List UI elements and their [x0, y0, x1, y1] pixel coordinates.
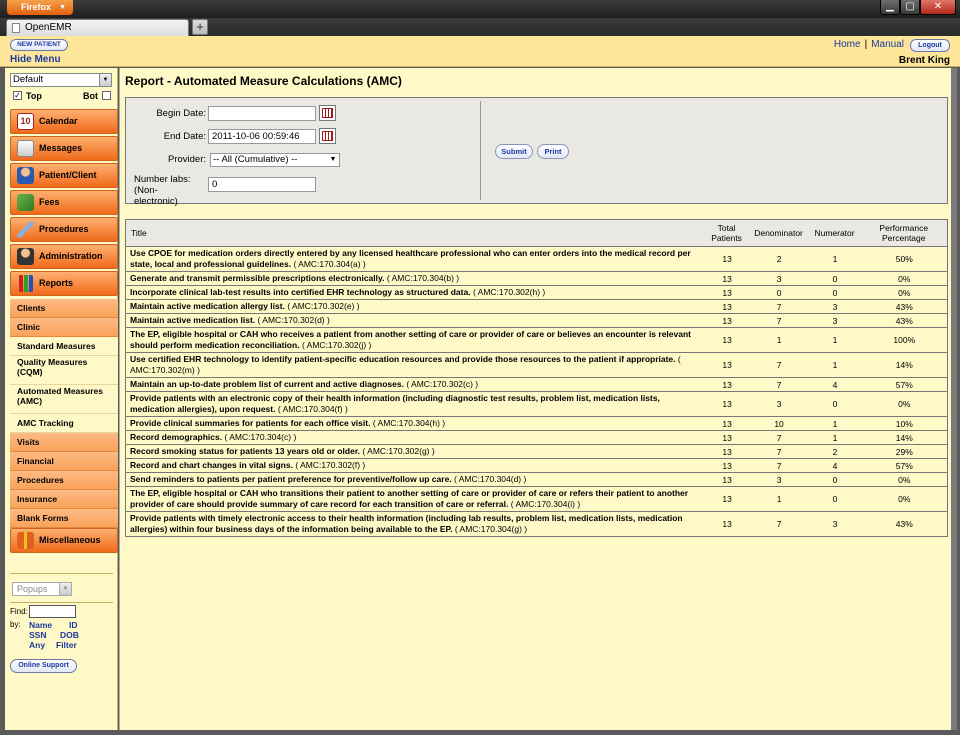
measure-title-cell	[126, 392, 705, 417]
table-row	[126, 353, 948, 378]
end-date-input[interactable]: 2011-10-06 00:59:46	[208, 129, 316, 144]
performance-cell: 43%	[861, 512, 948, 537]
table-row	[126, 473, 948, 487]
menu-reports[interactable]	[10, 271, 118, 296]
new-tab-button[interactable]: +	[192, 19, 208, 35]
measure-code: ( AMC:170.302(c) )	[406, 379, 479, 389]
end-date-label: End Date:	[163, 131, 206, 142]
table-header-row	[126, 220, 948, 247]
measure-code: ( AMC:170.304(a) )	[293, 259, 366, 269]
table-row	[126, 459, 948, 473]
menu-miscellaneous[interactable]	[10, 528, 118, 553]
total-patients-cell: 13	[705, 512, 749, 537]
divider	[10, 573, 113, 574]
page-title: Report - Automated Measure Calculations (AMC)	[125, 74, 402, 88]
divider	[10, 602, 113, 603]
measure-code: ( AMC:170.304(f) )	[277, 404, 348, 414]
measure-title: Maintain active medication allergy list.	[130, 301, 285, 311]
begin-date-label: Begin Date:	[156, 108, 206, 119]
minimize-button[interactable]: ▁	[880, 0, 900, 15]
print-button[interactable]: Print	[537, 144, 569, 159]
col-performance-line2: Percentage	[882, 233, 926, 243]
col-title: Title	[126, 220, 705, 247]
measure-title: Send reminders to patients per patient preference for preventive/follow up care.	[130, 474, 452, 484]
popups-select[interactable]	[12, 582, 72, 596]
table-row	[126, 247, 948, 272]
measure-title-cell	[126, 431, 705, 445]
top-navigation	[0, 36, 960, 67]
table-row	[126, 445, 948, 459]
menu-fees-label: Fees	[39, 197, 60, 207]
col-total-line2: Patients	[711, 233, 742, 243]
tab-openemr[interactable]	[6, 19, 189, 36]
measure-code: ( AMC:170.302(h) )	[472, 287, 546, 297]
person-icon	[17, 167, 34, 184]
denominator-cell: 7	[749, 314, 809, 328]
col-total-patients	[705, 220, 749, 247]
total-patients-cell: 13	[705, 300, 749, 314]
submenu-financial[interactable]: Financial	[10, 452, 118, 471]
numerator-cell: 3	[809, 314, 861, 328]
find-by-dob-link[interactable]: DOB	[60, 630, 79, 640]
col-total-line1: Total	[717, 223, 736, 233]
table-row	[126, 487, 948, 512]
menu-administration-label: Administration	[39, 251, 103, 261]
denominator-cell: 10	[749, 417, 809, 431]
numerator-cell: 0	[809, 487, 861, 512]
performance-cell: 43%	[861, 314, 948, 328]
total-patients-cell: 13	[705, 445, 749, 459]
chevron-down-icon: ▼	[327, 154, 339, 166]
submenu-visits[interactable]: Visits	[10, 433, 118, 452]
number-labs-input[interactable]: 0	[208, 177, 316, 192]
table-row	[126, 417, 948, 431]
col-performance	[861, 220, 948, 247]
maximize-button[interactable]: ▢	[900, 0, 920, 15]
table-row	[126, 431, 948, 445]
table-row	[126, 378, 948, 392]
performance-cell: 50%	[861, 247, 948, 272]
begin-date-input[interactable]	[208, 106, 316, 121]
measure-title: Use certified EHR technology to identify patient-specific education resources and provide those resources to the patient if appropriate.	[130, 354, 676, 364]
measure-code: ( AMC:170.302(m) )	[130, 354, 681, 375]
top-checkbox-label: Top	[26, 91, 42, 101]
numerator-cell: 1	[809, 247, 861, 272]
total-patients-cell: 13	[705, 378, 749, 392]
measure-title-cell	[126, 353, 705, 378]
performance-cell: 0%	[861, 487, 948, 512]
performance-cell: 0%	[861, 473, 948, 487]
total-patients-cell: 13	[705, 328, 749, 353]
submenu-amc-tracking[interactable]: AMC Tracking	[10, 414, 118, 433]
admin-person-icon	[17, 248, 34, 265]
table-row	[126, 272, 948, 286]
hide-menu-link[interactable]: Hide Menu	[10, 54, 61, 65]
measure-title-cell	[126, 272, 705, 286]
provider-label: Provider:	[167, 154, 206, 165]
provider-select-value: -- All (Cumulative) --	[213, 154, 298, 165]
total-patients-cell: 13	[705, 473, 749, 487]
performance-cell: 14%	[861, 431, 948, 445]
measure-title-cell	[126, 487, 705, 512]
measure-title-cell	[126, 459, 705, 473]
submenu-clinic[interactable]: Clinic	[10, 318, 118, 337]
money-icon	[17, 194, 34, 211]
numerator-cell: 0	[809, 272, 861, 286]
total-patients-cell: 13	[705, 286, 749, 300]
menu-fees[interactable]	[10, 190, 118, 215]
total-patients-cell: 13	[705, 417, 749, 431]
denominator-cell: 7	[749, 512, 809, 537]
tab-bar	[0, 18, 960, 36]
title-bar	[0, 0, 960, 18]
end-date-calendar-icon[interactable]	[319, 128, 336, 144]
measure-title: Record smoking status for patients 13 years old or older.	[130, 446, 361, 456]
measure-code: ( AMC:170.302(g) )	[362, 446, 435, 456]
denominator-cell: 7	[749, 353, 809, 378]
measure-code: ( AMC:170.302(j) )	[301, 340, 372, 350]
measure-title-cell	[126, 417, 705, 431]
col-performance-line1: Performance	[879, 223, 929, 233]
numerator-cell: 1	[809, 328, 861, 353]
denominator-cell: 0	[749, 286, 809, 300]
measure-title-cell	[126, 473, 705, 487]
performance-cell: 10%	[861, 417, 948, 431]
report-content	[119, 68, 956, 730]
denominator-cell: 7	[749, 300, 809, 314]
measure-title-cell	[126, 314, 705, 328]
number-labs-label	[126, 174, 200, 207]
online-support-button[interactable]: Online Support	[10, 659, 77, 673]
total-patients-cell: 13	[705, 353, 749, 378]
performance-cell: 0%	[861, 272, 948, 286]
total-patients-cell: 13	[705, 392, 749, 417]
menu-procedures-label: Procedures	[39, 224, 89, 234]
total-patients-cell: 13	[705, 314, 749, 328]
tab-title: OpenEMR	[25, 22, 72, 33]
measure-code: ( AMC:170.302(e) )	[287, 301, 360, 311]
table-row	[126, 314, 948, 328]
amc-results-table	[125, 219, 948, 537]
performance-cell: 100%	[861, 328, 948, 353]
filter-divider	[480, 101, 481, 200]
menu-administration[interactable]	[10, 244, 118, 269]
find-by-id-link[interactable]: ID	[69, 620, 78, 630]
measure-title: Provide patients with timely electronic access to their health information (including lab results, problem list, medication lists, medication allergies) within four business days of the information being available to the EP.	[130, 513, 683, 534]
find-by-label: by:	[10, 620, 21, 629]
performance-cell: 14%	[861, 353, 948, 378]
submit-button[interactable]: Submit	[495, 144, 533, 159]
numerator-cell: 3	[809, 300, 861, 314]
find-by-name-link[interactable]: Name	[29, 620, 53, 630]
top-checkbox[interactable]: ✓	[14, 91, 21, 100]
submenu-clients[interactable]: Clients	[10, 299, 118, 318]
firefox-label: Firefox	[21, 2, 52, 12]
menu-calendar-label: Calendar	[39, 116, 78, 126]
close-window-button[interactable]: ✕	[920, 0, 956, 15]
find-by-any-link[interactable]: Any	[29, 640, 46, 650]
table-row	[126, 286, 948, 300]
performance-cell: 57%	[861, 378, 948, 392]
numerator-cell: 0	[809, 286, 861, 300]
syringe-icon	[17, 221, 34, 238]
measure-title-cell	[126, 300, 705, 314]
top-links	[834, 39, 904, 50]
table-body	[126, 247, 948, 537]
denominator-cell: 7	[749, 378, 809, 392]
logout-button[interactable]: Logout	[910, 39, 950, 52]
measure-title-cell	[126, 328, 705, 353]
link-separator: |	[864, 39, 868, 50]
table-row	[126, 328, 948, 353]
denominator-cell: 7	[749, 459, 809, 473]
measure-title: The EP, eligible hospital or CAH who transitions their patient to another setting of care or provider of care or refers their patient to another provider of care should provide summary of care record for each transition of care or referral.	[130, 488, 689, 509]
find-label: Find:	[10, 607, 28, 616]
denominator-cell: 3	[749, 272, 809, 286]
numerator-cell: 3	[809, 512, 861, 537]
measure-code: ( AMC:170.304(h) )	[372, 418, 446, 428]
measure-title-cell	[126, 378, 705, 392]
find-filter-link[interactable]: Filter	[56, 640, 77, 650]
submenu-blank-forms[interactable]: Blank Forms	[10, 509, 118, 528]
performance-cell: 43%	[861, 300, 948, 314]
menu-messages[interactable]	[10, 136, 118, 161]
calendar-icon: 10	[17, 113, 34, 130]
chevron-down-icon: ▼	[59, 583, 71, 595]
firefox-menu-button[interactable]	[7, 0, 73, 15]
performance-cell: 0%	[861, 392, 948, 417]
denominator-cell: 1	[749, 328, 809, 353]
performance-cell: 57%	[861, 459, 948, 473]
menu-misc-label: Miscellaneous	[39, 535, 101, 545]
measure-title-cell	[126, 445, 705, 459]
numerator-cell: 4	[809, 378, 861, 392]
chevron-down-icon: ▼	[59, 4, 66, 11]
menu-calendar[interactable]	[10, 109, 118, 134]
total-patients-cell: 13	[705, 431, 749, 445]
measure-title: Record demographics.	[130, 432, 223, 442]
measure-title-cell	[126, 247, 705, 272]
denominator-cell: 1	[749, 487, 809, 512]
popups-select-value: Popups	[17, 584, 48, 594]
menu-messages-label: Messages	[39, 143, 83, 153]
measure-code: ( AMC:170.302(d) )	[257, 315, 330, 325]
measure-code: ( AMC:170.302(f) )	[295, 460, 366, 470]
denominator-cell: 7	[749, 431, 809, 445]
number-labs-label-line1: Number labs:	[134, 174, 191, 185]
performance-cell: 0%	[861, 286, 948, 300]
table-row	[126, 512, 948, 537]
bot-checkbox-label: Bot	[83, 91, 98, 101]
username-label: Brent King	[898, 55, 950, 66]
menu-patient-label: Patient/Client	[39, 170, 97, 180]
total-patients-cell: 13	[705, 459, 749, 473]
envelope-icon	[17, 140, 34, 157]
measure-title: Provide patients with an electronic copy of their health information (including diagnostic test results, problem list, medication lists, medication allergies), upon request.	[130, 393, 660, 414]
table-row	[126, 300, 948, 314]
menu-patient-client[interactable]	[10, 163, 118, 188]
total-patients-cell: 13	[705, 247, 749, 272]
menu-procedures[interactable]	[10, 217, 118, 242]
measure-title: Generate and transmit permissible prescriptions electronically.	[130, 273, 385, 283]
layout-select-value: Default	[13, 74, 44, 85]
measure-title: Maintain an up-to-date problem list of current and active diagnoses.	[130, 379, 404, 389]
total-patients-cell: 13	[705, 272, 749, 286]
measure-title: Incorporate clinical lab-test results into certified EHR technology as structured data.	[130, 287, 471, 297]
denominator-cell: 3	[749, 392, 809, 417]
bot-checkbox[interactable]	[102, 91, 111, 100]
numerator-cell: 1	[809, 431, 861, 445]
submenu-automated-measures[interactable]: Automated Measures (AMC)	[10, 385, 118, 414]
performance-cell: 29%	[861, 445, 948, 459]
filter-panel	[125, 97, 948, 207]
total-patients-cell: 13	[705, 487, 749, 512]
numerator-cell: 2	[809, 445, 861, 459]
numerator-cell: 0	[809, 473, 861, 487]
submenu-quality-measures[interactable]: Quality Measures (CQM)	[10, 356, 118, 385]
manual-link[interactable]: Manual	[871, 39, 904, 50]
submenu-procedures[interactable]: Procedures	[10, 471, 118, 490]
submenu-insurance[interactable]: Insurance	[10, 490, 118, 509]
menu-reports-label: Reports	[39, 278, 74, 288]
home-link[interactable]: Home	[833, 39, 861, 50]
bar-chart-icon	[17, 275, 34, 292]
measure-title: The EP, eligible hospital or CAH who receives a patient from another setting of care or provider of care or believes an encounter is relevant should perform medication reconciliation.	[130, 329, 691, 350]
gift-icon	[17, 532, 34, 549]
new-patient-button[interactable]: NEW PATIENT	[10, 39, 68, 51]
numerator-cell: 4	[809, 459, 861, 473]
numerator-cell: 1	[809, 417, 861, 431]
col-denominator: Denominator	[749, 220, 809, 247]
begin-date-calendar-icon[interactable]	[319, 105, 336, 121]
denominator-cell: 7	[749, 445, 809, 459]
measure-code: ( AMC:170.304(d) )	[454, 474, 527, 484]
number-labs-label-line2: (Non-electronic)	[134, 185, 178, 207]
measure-title: Maintain active medication list.	[130, 315, 256, 325]
denominator-cell: 3	[749, 473, 809, 487]
find-input[interactable]	[29, 605, 76, 618]
measure-code: ( AMC:170.304(i) )	[510, 499, 581, 509]
measure-code: ( AMC:170.304(g) )	[454, 524, 528, 534]
find-by-ssn-link[interactable]: SSN	[29, 630, 47, 640]
measure-code: ( AMC:170.304(c) )	[224, 432, 297, 442]
measure-title: Provide clinical summaries for patients for each office visit.	[130, 418, 371, 428]
measure-title-cell	[126, 512, 705, 537]
measure-title: Record and chart changes in vital signs.	[130, 460, 293, 470]
table-row	[126, 392, 948, 417]
measure-code: ( AMC:170.304(b) )	[386, 273, 460, 283]
measure-title: Use CPOE for medication orders directly entered by any licensed healthcare professional who can enter orders into the medical record per state, local and professional guidelines.	[130, 248, 691, 269]
measure-title-cell	[126, 286, 705, 300]
denominator-cell: 2	[749, 247, 809, 272]
col-numerator: Numerator	[809, 220, 861, 247]
layout-select[interactable]	[10, 73, 112, 87]
left-menu	[5, 68, 118, 730]
chevron-down-icon: ▼	[99, 74, 111, 86]
provider-select[interactable]	[210, 153, 340, 167]
scrollbar[interactable]	[951, 68, 957, 730]
page-icon	[12, 23, 20, 33]
numerator-cell: 1	[809, 353, 861, 378]
numerator-cell: 0	[809, 392, 861, 417]
submenu-standard-measures[interactable]: Standard Measures	[10, 337, 118, 356]
